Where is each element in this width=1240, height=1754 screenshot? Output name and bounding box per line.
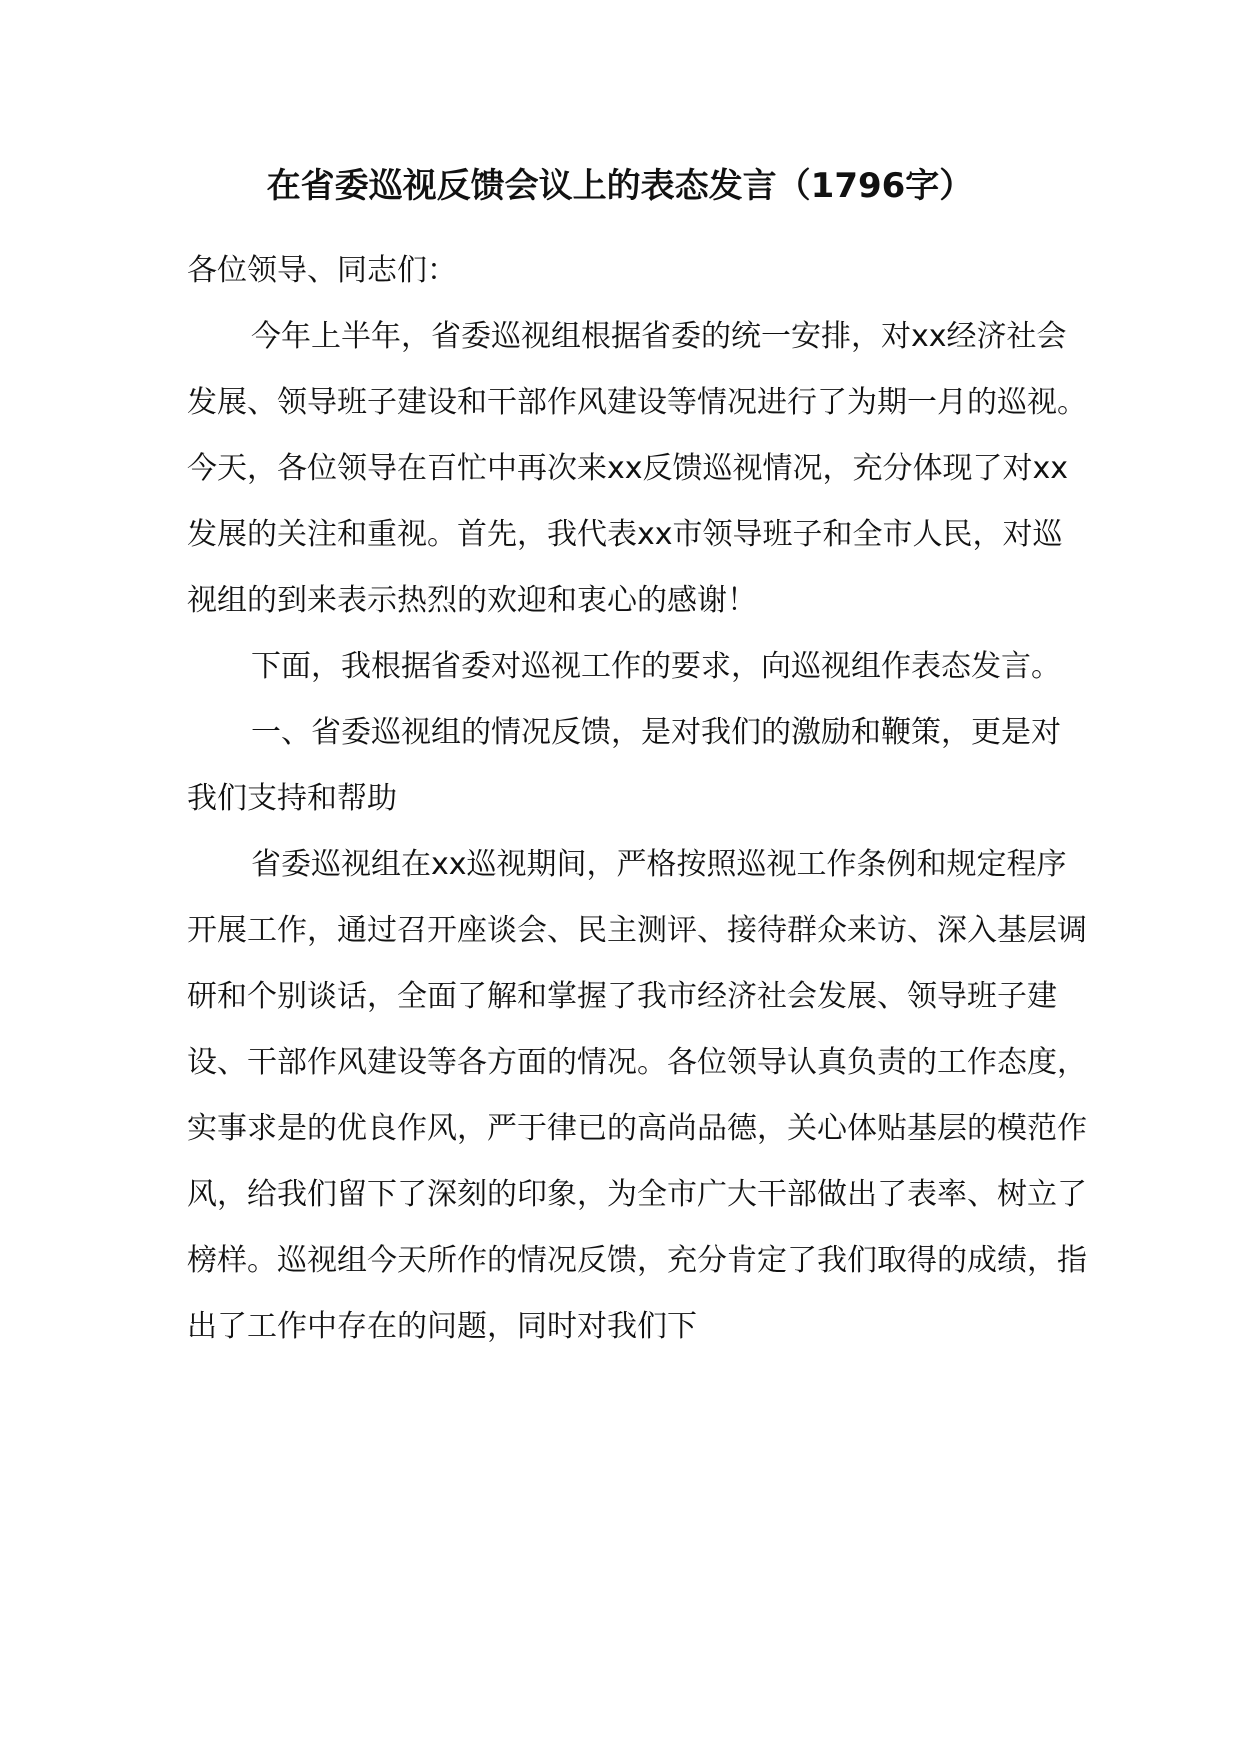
salutation: 各位领导、同志们： bbox=[187, 253, 457, 288]
section-heading-1: 一、省委巡视组的情况反馈，是对我们的激励和鞭策，更是对我们支持和帮助 bbox=[187, 715, 1061, 816]
paragraph-intro: 今年上半年，省委巡视组根据省委的统一安排，对xx经济社会发展、领导班子建设和干部作风建设等情况进行了为期一月的巡视。今天，各位领导在百忙中再次来xx反馈巡视情况，充分体现了对xx发展的关注和重视。首先，我代表xx市领导班子和全市人民，对巡视组的到来表示热烈的欢迎和衷心的感谢！ bbox=[187, 319, 1087, 618]
section-1-paragraph: 省委巡视组在xx巡视期间，严格按照巡视工作条例和规定程序开展工作，通过召开座谈会、民主测评、接待群众来访、深入基层调研和个别谈话，全面了解和掌握了我市经济社会发展、领导班子建设、干部作风建设等各方面的情况。各位领导认真负责的工作态度，实事求是的优良作风，严于律已的高尚品德，关心体贴基层的模范作风，给我们留下了深刻的印象，为全市广大干部做出了表率、树立了榜样。巡视组今天所作的情况反馈，充分肯定了我们取得的成绩，指出了工作中存在的问题，同时对我们下 bbox=[187, 847, 1087, 1344]
document-title: 在省委巡视反馈会议上的表态发言（1796字） bbox=[266, 166, 974, 206]
document-body bbox=[187, 238, 1087, 1360]
paragraph-statement: 下面，我根据省委对巡视工作的要求，向巡视组作表态发言。 bbox=[251, 649, 1061, 684]
